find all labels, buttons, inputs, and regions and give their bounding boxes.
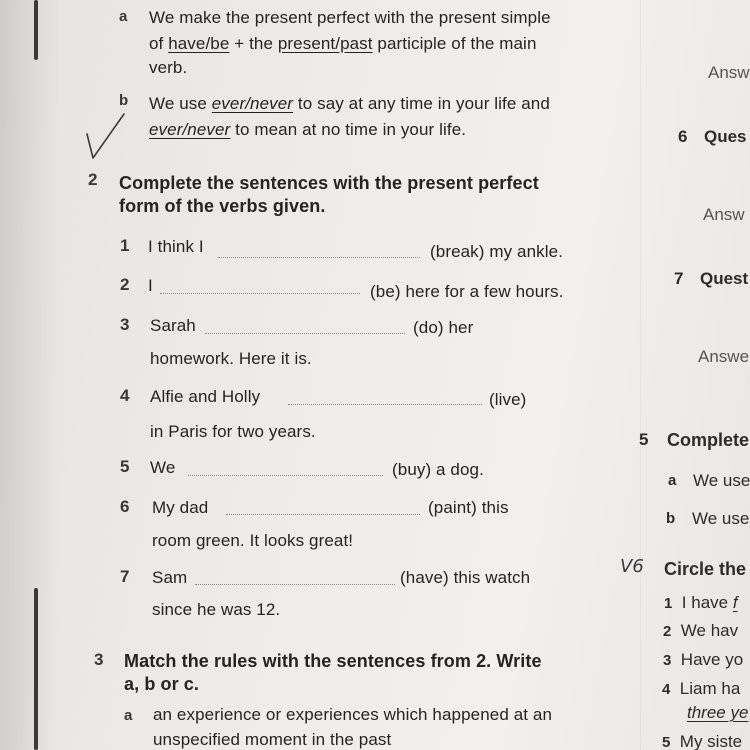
item-continuation: since he was 12. [152, 600, 281, 619]
item-text: Sam [152, 568, 188, 587]
margin-pen-mark-bottom [34, 588, 38, 750]
column-divider [640, 0, 641, 750]
rule-a-letter: a [119, 8, 128, 25]
exercise-3-number: 3 [94, 650, 104, 669]
question-7-label: Quest [700, 269, 749, 288]
exercise-6-item-2: 2 We hav [663, 621, 739, 640]
checkmark-icon [84, 112, 128, 162]
item-number: 2 [120, 275, 130, 294]
rule-b-line1: We use ever/never to say at any time in your life and [149, 94, 550, 113]
page-shadow [0, 0, 60, 750]
exercise-6-title: Circle the [664, 559, 747, 579]
exercise-6-item-3: 3 Have yo [663, 650, 744, 669]
item-number: 4 [120, 386, 130, 405]
item-verb: (break) my ankle. [430, 242, 564, 261]
margin-pen-mark-top [34, 0, 38, 60]
rule-b-line2: ever/never to mean at no time in your life. [149, 120, 467, 139]
exercise-2-title-line1: Complete the sentences with the present perfect [119, 173, 539, 193]
answer-label: Answe [698, 347, 750, 366]
item-verb: (buy) a dog. [392, 460, 484, 479]
exercise-5-title: Complete [667, 430, 750, 450]
item-text: My dad [152, 498, 209, 517]
answer-blank[interactable] [288, 404, 482, 405]
exercise-5-a-letter: a [668, 472, 677, 489]
exercise-2-number: 2 [88, 170, 98, 189]
rule-b-letter: b [119, 92, 129, 109]
item-continuation: in Paris for two years. [150, 422, 316, 441]
question-6-label: Ques [704, 127, 747, 146]
item-continuation: homework. Here it is. [150, 349, 312, 368]
exercise-3-title-line2: a, b or c. [124, 674, 200, 694]
exercise-3-rule-a-line1: an experience or experiences which happened at an [153, 705, 553, 724]
item-number: 7 [120, 567, 130, 586]
question-7-number: 7 [674, 269, 684, 288]
item-text: I think I [148, 237, 204, 256]
answer-blank[interactable] [160, 293, 360, 294]
item-verb: (do) her [413, 318, 474, 337]
rule-a-line3: verb. [149, 58, 188, 77]
exercise-3-rule-a-letter: a [124, 707, 133, 724]
item-text: Sarah [150, 316, 196, 335]
item-verb: (have) this watch [400, 568, 531, 587]
item-text: Alfie and Holly [150, 387, 261, 406]
exercise-5-number: 5 [639, 430, 649, 449]
item-verb: (paint) this [428, 498, 509, 517]
item-number: 3 [120, 315, 130, 334]
answer-label: Answ [708, 63, 750, 82]
exercise-6-item-1: 1 I have f [664, 593, 738, 612]
rule-a-line2: of have/be + the present/past participle of the main [149, 34, 537, 53]
handwritten-v6-mark: V6 [620, 556, 644, 577]
item-continuation: room green. It looks great! [152, 531, 354, 550]
answer-blank[interactable] [226, 514, 420, 515]
exercise-5-a-text: We use [693, 471, 750, 490]
answer-blank[interactable] [188, 475, 383, 476]
answer-blank[interactable] [205, 333, 405, 334]
item-text: I [148, 276, 153, 295]
exercise-6-item-4-line2: three ye [687, 703, 749, 722]
exercise-3-rule-a-line2: unspecified moment in the past [153, 730, 392, 749]
item-text: We [150, 458, 176, 477]
answer-blank[interactable] [195, 584, 395, 585]
exercise-2-title-line2: form of the verbs given. [119, 196, 326, 216]
item-verb: (live) [489, 390, 527, 409]
rule-a-line1: We make the present perfect with the present simple [149, 8, 551, 27]
exercise-5-b-letter: b [666, 510, 676, 527]
answer-label: Answ [703, 205, 745, 224]
item-verb: (be) here for a few hours. [370, 282, 564, 301]
exercise-3-title-line1: Match the rules with the sentences from 2. Write [124, 651, 542, 671]
exercise-6-item-5: 5 My siste [662, 732, 743, 750]
item-number: 6 [120, 497, 130, 516]
item-number: 5 [120, 457, 130, 476]
exercise-5-b-text: We use [692, 509, 750, 528]
answer-blank[interactable] [218, 257, 420, 258]
exercise-6-item-4: 4 Liam ha [662, 679, 741, 698]
item-number: 1 [120, 236, 130, 255]
question-6-number: 6 [678, 127, 688, 146]
